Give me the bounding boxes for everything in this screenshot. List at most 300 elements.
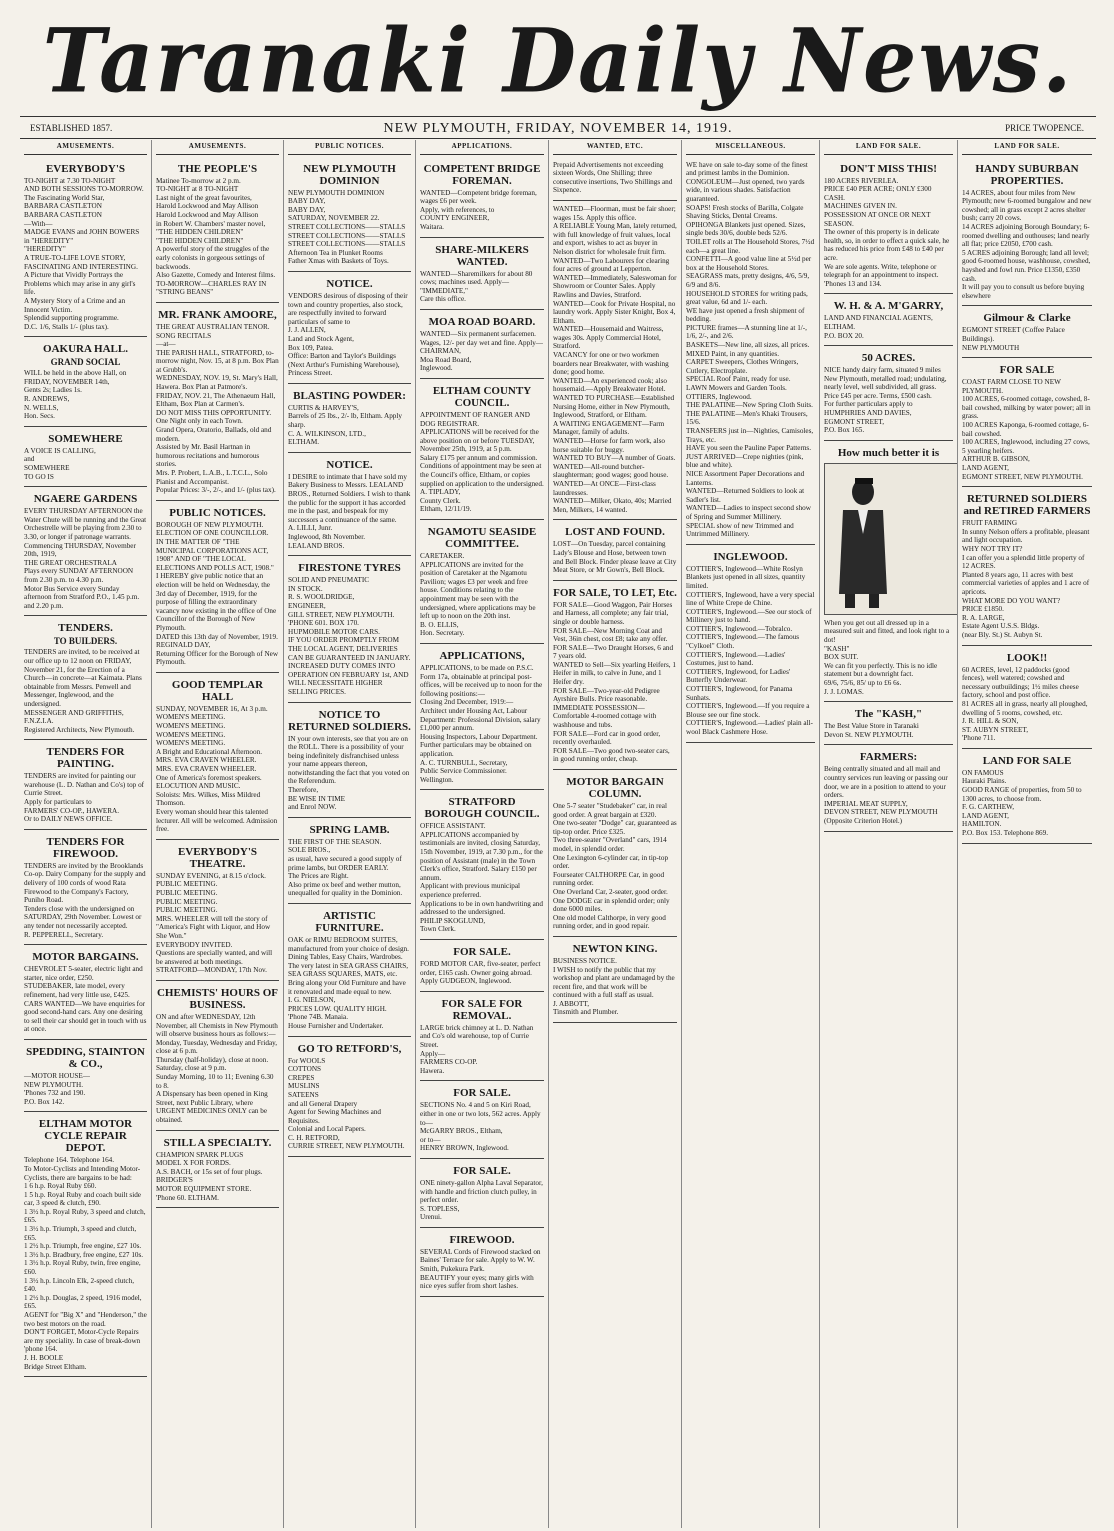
ad-text-line: APPLICATIONS accompanied by testimonials are invited, closing Saturday, 15th November, 1919, at 7.30 p.m., for the position of Assistant (male) in the Town Clerk's office, Stratford. Salary £150 per annum. [420, 830, 543, 882]
ad-heading: SPRING LAMB. [309, 823, 390, 836]
ad-text-line: HAMILTON. [962, 820, 1002, 829]
ad-text-line: Fourseater CALTHORPE Car, in good running order. [553, 870, 665, 888]
column-5 [549, 140, 682, 1528]
ad-text-line: F. G. CARTHEW, [962, 803, 1015, 812]
ad-text-line: Hawera. [420, 1066, 445, 1075]
ad-text-line: IN STOCK. [288, 584, 323, 593]
ad-text-line: CARPET Sweepers, Clothes Wringers, Cutlery, Electroplate. [686, 358, 799, 375]
ad-text-line: 1 3½ h.p. Lincoln Elk, 2-speed clutch, £40. [24, 1276, 134, 1294]
ad-text-line: 14 ACRES adjoining Borough Boundary; 6-roomed dwelling and outhouses; land nearly all flat; price £2050, £700 cash. [962, 222, 1090, 249]
advertisement [553, 520, 677, 580]
ad-text-line: MODEL X FOR FORDS. [156, 1159, 231, 1168]
ad-text-line: 'Phones 732 and 190. [24, 1089, 86, 1098]
ad-text-line: FRUIT FARMING [962, 519, 1018, 528]
ad-text-line: The very latest in SEA GRASS CHAIRS, SEA GRASS SQUARES, MATS, etc. [288, 961, 408, 979]
ad-text-line: POSSESSION AT ONCE OR NEXT SEASON. [824, 210, 931, 228]
ad-text-line: WANTED—Milker, Okato, 40s; Married Men, Milkers, 14 wanted. [553, 497, 672, 514]
ad-text-line: CONFETTI—A good value line at 5½d per box at the Household Stores. [686, 255, 812, 272]
ad-text-line: B. O. ELLIS, [420, 620, 459, 629]
ad-text-line: and Enrol NOW. [288, 803, 337, 812]
ad-text-line: CARS WANTED—We have enquiries for good second-hand cars. Any one desiring to sell their car should get in touch with us at once. [24, 999, 147, 1034]
ad-heading: FARMERS: [859, 751, 918, 764]
advertisement [24, 1040, 147, 1112]
advertisement [24, 157, 147, 338]
ad-text-line: 1 3½ h.p. Royal Ruby, 3 speed and clutch, £65. [24, 1207, 146, 1225]
ad-text-line: Telephone 164. Telephone 164. [24, 1156, 115, 1165]
ad-text-line: Barrels of 25 lbs., 2/- lb, Eltham. Apply sharp. [288, 412, 402, 430]
ad-text-line: CARETAKER. [420, 552, 465, 561]
ad-heading: LOOK!! [1006, 651, 1048, 664]
ad-text-line: TO GO IS [24, 472, 54, 481]
ad-text-line: COTTIER'S, Inglewood, for Ladies' Butterfly Underwear. [686, 667, 791, 685]
ad-text-line: Devon St. NEW PLYMOUTH. [824, 730, 914, 739]
ad-text-line: LAND AND FINANCIAL AGENTS, [824, 314, 933, 323]
ad-text-line: PHILIP SKOGLUND, [420, 916, 486, 925]
masthead-rule [20, 116, 1096, 117]
ad-text-line: 12 ACRES. [962, 562, 996, 571]
column-header: LAND FOR SALE. [962, 140, 1092, 155]
advertisement [288, 556, 411, 702]
ad-heading: FOR SALE. [453, 1087, 511, 1100]
ad-text-line: The Fascinating World Star, [24, 193, 105, 202]
ad-text-line: Housing Inspectors, Labour Department. [420, 732, 538, 741]
ad-text-line: One old model Calthorpe, in very good running order, and in good repair. [553, 913, 666, 931]
ad-text-line: MACHINES GIVEN IN. [824, 202, 897, 211]
ad-text-line: We can fit you perfectly. This is no idle statement but a downright fact. [824, 661, 938, 679]
ad-text-line: WANTED TO BUY—A number of Goats. [553, 454, 676, 463]
ad-text-line: FOR SALE—Two Draught Horses, 6 and 7 years old. [553, 643, 674, 661]
ad-text-line: Soloists: Mrs. Wilkes, Miss Mildred Thomson. [156, 790, 261, 808]
advertisement [288, 818, 411, 904]
ad-text-line: WANTED—Competent bridge foreman, wages £6 per week. [420, 188, 537, 206]
ad-text-line: —With— [24, 219, 53, 228]
ad-text-line: IN your own interests, see that you are on the ROLL. There is a possibility of your being indefinitely disfranchised unless your name appears thereon, notwithstanding the fact that you voted on the Referendum. [288, 734, 410, 786]
ad-text-line: COTTIER'S, Inglewood—White Roslyn Blankets just opened in all sizes, quantity limited. [686, 564, 806, 590]
ad-text-line: WANTED to Sell—Six yearling Heifers, 1 Heifer in milk, to calve in June, and 1 Heifer dry. [553, 660, 676, 687]
ad-text-line: EGMONT STREET (Coffee Palace Buildings). [962, 326, 1065, 343]
ad-text-line: SATURDAY, NOVEMBER 22. [288, 214, 380, 223]
column-header: PUBLIC NOTICES. [288, 140, 411, 155]
ad-heading: RETURNED SOLDIERS and RETIRED FARMERS [963, 493, 1091, 518]
ad-text-line: WANTED—Two Labourers for clearing four acres of ground at Lepperton. [553, 256, 670, 274]
ad-text-line: One Lexington 6-cylinder car, in tip-top order. [553, 853, 669, 871]
ad-heading: LOST AND FOUND. [565, 526, 665, 539]
ad-text-line: THE GREAT AUSTRALIAN TENOR. [156, 322, 270, 331]
ad-text-line: 1 3½ h.p. Bradbury, free engine, £27 10s. [24, 1250, 144, 1259]
ad-text-line: PRICE £40 PER ACRE; ONLY £300 CASH. [824, 185, 932, 202]
ad-text-line: One DODGE car in splendid order; only done 6000 miles. [553, 896, 670, 914]
ad-heading: CHEMISTS' HOURS OF BUSINESS. [156, 986, 279, 1011]
ad-text-line: COTTIER'S, Inglewood.—The famous "Cylkoel" Cloth. [686, 633, 800, 651]
ad-text-line: REGINALD DAY, [156, 641, 211, 650]
ad-text-line: MRS. EVA CRAVEN WHEELER. [156, 765, 257, 774]
ad-text-line: COTTIER'S, Inglewood.—If you require a Blouse see our fine stock. [686, 702, 810, 719]
ad-text-line: PUBLIC MEETING. [156, 880, 218, 889]
ad-text-line: as usual, have secured a good supply of prime lambs, but ORDER EARLY. [288, 855, 402, 872]
advertisement [962, 306, 1092, 358]
advertisement [824, 441, 953, 702]
ad-text-line: BOX SUIT. [824, 653, 859, 662]
ad-text-line: NEW PLYMOUTH [962, 343, 1020, 352]
ad-heading: DON'T MISS THIS! [840, 162, 937, 175]
ad-text-line: Tinsmith and Plumber. [553, 1008, 619, 1017]
advertisement [824, 702, 953, 745]
ad-text-line: The owner of this property is in delicate health, so, in order to effect a quick sale, he has reduced his price from £48 to £40 per acre. [824, 228, 950, 262]
advertisement [962, 646, 1092, 749]
ad-text-line: MADGE EVANS and JOHN BOWERS [24, 228, 140, 237]
ad-text-line: McGARRY BROS., Eltham, [420, 1127, 503, 1136]
ad-text-line: Father Xmas with Baskets of Toys. [288, 257, 389, 266]
ad-text-line: J. H. BOOLE [24, 1353, 64, 1362]
ad-text-line: CREPES [288, 1073, 315, 1082]
ad-text-line: For WOOLS [288, 1056, 326, 1065]
ad-text-line: LEALAND BROS. [288, 541, 345, 550]
ad-text-line: Agent for Sewing Machines and Requisites. [288, 1108, 382, 1125]
ad-text-line: R. S. WOOLDRIDGE, [288, 593, 355, 602]
ad-text-line: NEW PLYMOUTH. [24, 1080, 84, 1089]
advertisement [824, 157, 953, 295]
advertisement [553, 157, 677, 201]
ad-text-line: 1 2½ h.p. Triumph, free engine, £27 10s. [24, 1242, 142, 1251]
ad-heading: 50 ACRES. [861, 352, 916, 365]
ad-text-line: APPLICATIONS, to be made on P.S.C. Form 17a, obtainable at principal post-offices, will be received up to noon for the following positions:— [420, 663, 543, 698]
column-header: AMUSEMENTS. [24, 140, 147, 155]
ad-text-line: CHAIRMAN, [420, 347, 461, 356]
ad-text-line: PUBLIC MEETING. [156, 906, 218, 915]
ad-heading: ELTHAM MOTOR CYCLE REPAIR DEPOT. [38, 1118, 133, 1155]
ad-text-line: CURTIS & HARVEY'S, [288, 403, 359, 412]
ad-text-line: COTTIER'S, Inglewood.—Ladies' plain all-wool Black Cashmere Hose. [686, 719, 813, 736]
ad-heading: EVERYBODY'S [45, 162, 126, 175]
ad-text-line: SEAGRASS mats, pretty designs, 4/6, 5/9, 6/9 and 8/6. [686, 272, 810, 289]
ad-text-line: P.O. Box 153. Telephone 869. [962, 829, 1049, 838]
ad-text-line: Bring along your Old Furniture and have it renovated and made equal to new. [288, 978, 406, 996]
ad-text-line: NEW PLYMOUTH DOMINION [288, 188, 385, 197]
ad-heading: STRATFORD BOROUGH COUNCIL. [424, 796, 540, 821]
ad-text-line: Salary £175 per annum and commission. [420, 453, 538, 462]
advertisement [420, 1081, 544, 1159]
ad-text-line: Inglewood. [420, 364, 453, 373]
ad-text-line: HAVE you seen the Pauline Paper Patterns. [686, 444, 812, 453]
ad-text-line: STRATFORD—MONDAY, 17th Nov. [156, 966, 267, 975]
column-8 [958, 140, 1096, 1528]
ad-text-line: 'Phone 711. [962, 734, 996, 743]
advertisement [288, 703, 411, 818]
ad-text-line: In sunny Nelson offers a profitable, pleasant and light occupation. [962, 527, 1090, 545]
ad-heading: SPEDDING, STAINTON & CO., [26, 1045, 145, 1070]
ad-text-line: APPOINTMENT OF RANGER AND DOG REGISTRAR. [420, 410, 530, 428]
ad-text-line: MOTOR EQUIPMENT STORE. [156, 1185, 252, 1193]
ad-heading: NGAERE GARDENS [33, 493, 138, 506]
advertisement [824, 745, 953, 831]
ad-text-line: Harold Lockwood and May Allison [156, 210, 259, 219]
advertisement [686, 157, 815, 545]
ad-text-line: STREET COLLECTIONS——STALLS [288, 240, 406, 249]
advertisement [962, 358, 1092, 487]
advertisement [824, 294, 953, 346]
ad-text-line: LOST—On Tuesday, parcel containing Lady's Blouse and Hose, between town and Bell Block. Finder please leave at City Meat Store, or Mr Gown's, Bell Block. [553, 540, 677, 575]
established-text: ESTABLISHED 1857. [30, 123, 113, 133]
ad-text-line: I. G. NIELSON, [288, 996, 336, 1005]
ad-text-line: The Prices are Right. [288, 872, 349, 881]
ad-text-line: D.C. 1/6, Stalls 1/- (plus tax). [24, 322, 109, 331]
column-6 [682, 140, 820, 1528]
ad-text-line: A powerful story of the struggles of the early colonists in gorgeous settings of backwoods. [156, 245, 270, 271]
ad-text-line: DEVON STREET, NEW PLYMOUTH [824, 808, 938, 817]
advertisement [288, 157, 411, 272]
ad-text-line: Monday, Tuesday, Wednesday and Friday, close at 6 p.m. [156, 1038, 278, 1056]
ad-text-line: Eltham, 12/11/19. [420, 505, 472, 514]
ad-text-line: TENDERS are invited by the Brooklands Co-op. Dairy Company for the supply and delivery of 100 cords of wood Rata Firewood to the Company's Factory, Puniho Road. [24, 861, 146, 905]
ad-text-line: LAWN Mowers and Garden Tools. [686, 384, 787, 393]
ad-heading: MOTOR BARGAIN COLUMN. [566, 776, 664, 800]
ad-heading: BLASTING POWDER: [293, 389, 406, 402]
advertisement [553, 201, 677, 520]
ad-text-line: Motor Bus Service every Sunday afternoon from Stratford P.O., 1.45 p.m. and 2.20 p.m. [24, 584, 140, 610]
ad-text-line: C. H. RETFORD, [288, 1133, 340, 1142]
ad-heading: APPLICATIONS, [439, 649, 525, 662]
ad-heading: STILL A SPECIALTY. [163, 1136, 272, 1149]
ad-heading: NOTICE TO RETURNED SOLDIERS. [288, 708, 411, 733]
ad-text-line: PUBLIC MEETING. [156, 897, 218, 906]
column-header: APPLICATIONS. [420, 140, 544, 155]
column-1 [20, 140, 152, 1528]
ad-text-line: Apply— [420, 1049, 446, 1058]
advertisement [24, 427, 147, 487]
advertisement [156, 303, 279, 501]
columns-area [20, 140, 1096, 1528]
ad-text-line: FOR SALE—Good Waggon, Pair Horses and Harness, all complete; any fair trial, single or double harness. [553, 600, 673, 626]
ad-text-line: SPECIAL show of new Trimmed and Untrimmed Millinery. [686, 521, 794, 539]
ad-text-line: WANTED—An experienced cook; also housemaid.—Apply Breakwater Hotel. [553, 376, 667, 394]
ad-text-line: Saturday, close at 9 p.m. [156, 1064, 227, 1073]
ad-text-line: Applications to be in own handwriting and addressed to the undersigned. [420, 899, 543, 917]
ad-text-line: A. LILLI, Junr. [288, 524, 333, 533]
ad-text-line: Public Service Commissioner. [420, 767, 507, 776]
ad-text-line: 100 ACRES, Inglewood, including 27 cows, 5 yearling heifers. [962, 438, 1090, 455]
ad-heading: MOA ROAD BOARD. [428, 315, 536, 328]
ad-text-line: Bridge Street Eltham. [24, 1362, 87, 1371]
ad-text-line: ON and after WEDNESDAY, 12th November, all Chemists in New Plymouth will observe business hours as follows:— [156, 1012, 278, 1039]
column-4 [416, 140, 549, 1528]
ad-text-line: JUST ARRIVED—Crepe nighties (pink, blue and white). [686, 452, 804, 470]
ad-text-line: SUNDAY EVENING, at 8.15 o'clock. [156, 871, 266, 880]
ad-text-line: WANTED—Immediately, Saleswoman for Showroom or Counter Sales. Apply Rawlins and Davies, Stratford. [553, 273, 677, 299]
ad-text-line: 'Phone 74B. Manaia. [288, 1013, 348, 1022]
ad-text-line: CONGOLEUM—Just opened, two yards wide, in various shades. Satisfaction guaranteed. [686, 177, 805, 203]
ad-text-line: SONG RECITALS [156, 331, 212, 340]
ad-heading: FOR SALE, TO LET, Etc. [553, 586, 677, 599]
ad-text-line: 60 ACRES, level, 12 paddocks (good fences), well watered; cowshed and necessary outbuildings; 1½ miles cheese factory, school and post office. [962, 665, 1079, 700]
advertisement [288, 453, 411, 556]
ad-text-line: WILL be held in the above Hall, on FRIDAY, NOVEMBER 14th, [24, 369, 127, 386]
ad-text-line: HENRY BROWN, Inglewood. [420, 1144, 509, 1153]
ad-text-line: Urenui. [420, 1213, 442, 1222]
ad-heading: GO TO RETFORD'S, [297, 1042, 402, 1055]
ad-heading: FOR SALE. [453, 946, 511, 958]
ad-text-line: DATED this 13th day of November, 1919. [156, 632, 278, 641]
ad-text-line: or to— [420, 1135, 441, 1144]
ad-text-line: ENGINEER, [288, 601, 326, 610]
ad-text-line: PRICE £1850. [962, 605, 1004, 614]
ad-text-line: LARGE brick chimney at L. D. Nathan and Co's old warehouse, top of Currie Street. [420, 1023, 534, 1049]
ad-text-line: N. WELLS, [24, 403, 59, 412]
advertisement [24, 830, 147, 945]
ad-text-line: WANTED—Returned Soldiers to look at Sadler's list. [686, 487, 805, 504]
ad-text-line: MRS. WHEELER will tell the story of "America's Fight with Liquor, and How She Won." [156, 914, 271, 940]
ad-text-line: STREET COLLECTIONS——STALLS [288, 231, 406, 240]
ad-text-line: A. C. TURNBULL, Secretary, [420, 758, 508, 767]
ad-text-line: VACANCY for one or two workmen boarders near Breakwater, with washing done; good home. [553, 351, 669, 377]
ad-text-line: WOMEN'S MEETING. [156, 722, 226, 731]
ad-text-line: WEDNESDAY, NOV. 19, St. Mary's Hall, Hawera. Box Plan at Patmore's. [156, 374, 278, 392]
masthead [20, 8, 1096, 114]
ad-heading: TENDERS FOR FIREWOOD. [46, 835, 125, 860]
ad-text-line: WOMEN'S MEETING. [156, 739, 226, 748]
ad-text-line: Registered Architects, New Plymouth. [24, 725, 135, 734]
ad-text-line: LAND AGENT, [962, 811, 1009, 820]
ad-text-line: J. J. LOMAS. [824, 687, 864, 696]
ad-text-line: Moa Road Board, [420, 355, 472, 364]
ad-heading: PUBLIC NOTICES. [169, 506, 266, 519]
ad-text-line: IF YOU ORDER PROMPTLY FROM THE LOCAL AGENT, DELIVERIES CAN BE GUARANTEED IN JANUARY. INCREASED DUTY COMES INTO OPERATION ON FEBRUARY 1st, AND WILL NECESSITATE HIGHER SELLING PRICES. [288, 636, 411, 696]
ad-text-line: Office: Barton and Taylor's Buildings (Next Arthur's Furnishing Warehouse), Princess Street. [288, 352, 400, 378]
ad-text-line: SUNDAY, NOVEMBER 16, At 3 p.m. [156, 704, 268, 713]
ad-text-line: Prepaid Advertisements not exceeding sixteen Words, One Shilling; three consecutive insertions, Two Shillings and Sixpence. [553, 160, 673, 195]
ad-text-line: SOAPS! Fresh stocks of Barilla, Colgate Shaving Sticks, Dental Creams. [686, 203, 804, 221]
ad-text-line: Colonial and Local Papers. [288, 1125, 366, 1134]
ad-text-line: I DESIRE to intimate that I have sold my Bakery Business to Messrs. LEALAND BROS., Returned Soldiers. I wish to thank the public for the support it has accorded me in the past, and bespeak for my successors a continuance of the same. [288, 472, 411, 524]
ad-text-line: 100 ACRES, 6-roomed cottage, cowshed, 8-bail cowshed, milking by water power; all in grass. [962, 395, 1091, 421]
ad-text-line: Sunday Morning, 10 to 11; Evening 6.30 to 8. [156, 1073, 274, 1090]
ad-text-line: Architect under Housing Act, Labour Department: Professional Division, salary £1,000 per annum. [420, 706, 541, 733]
ad-text-line: "IMMEDIATE," [420, 286, 468, 295]
ad-text-line: SEVERAL Cords of Firewood stacked on Baines' Terrace for sale. Apply to W. W. Smith, Pukekura Park. [420, 1247, 541, 1274]
ad-text-line: 100 ACRES Kaponga, 6-roomed cottage, 6-bail cowshed. [962, 421, 1089, 438]
ad-text-line: SATEENS [288, 1090, 319, 1099]
ad-text-line: TRANSFERS just in—Nighties, Camisoles, Trays, etc. [686, 427, 814, 444]
ad-text-line: OFFICE ASSISTANT. [420, 822, 486, 831]
ad-text-line: Hon. Secretary. [420, 629, 465, 638]
ad-text-line: BRIDGER'S [156, 1176, 193, 1185]
ad-text-line: PICTURE frames—A stunning line at 1/-, 1/6, 2/-, and 2/6. [686, 323, 807, 341]
ad-heading: LAND FOR SALE [982, 754, 1072, 767]
ad-text-line: TENDERS are invited for painting our warehouse (L. D. Nathan and Co's) top of Currie Street. [24, 772, 145, 798]
advertisement [824, 346, 953, 441]
ad-text-line: ELTHAM. [824, 322, 856, 331]
ad-text-line: Estate Agent U.S.S. Bldgs. [962, 622, 1040, 631]
ad-text-line: BEAUTIFY your eyes; many girls with nice eyes suffer from short lashes. [420, 1273, 534, 1291]
advertisement [288, 384, 411, 453]
ad-text-line: Further particulars may be obtained on application. [420, 741, 532, 758]
ad-text-line: IMPERIAL MEAT SUPPLY, [824, 799, 908, 808]
ad-text-line: R. A. LARGE, [962, 613, 1005, 622]
ad-text-line: ELTHAM. [288, 438, 320, 447]
ad-heading: NEW PLYMOUTH DOMINION [303, 162, 396, 187]
ad-text-line: S. TOPLESS, [420, 1204, 460, 1213]
ad-text-line: BUSINESS NOTICE. [553, 956, 617, 965]
ad-text-line: J. R. HILL & SON, [962, 717, 1019, 726]
ad-heading: THE PEOPLE'S [177, 162, 258, 175]
ad-text-line: A Dispensary has been opened in King Street, next Public Library, where URGENT MEDICINES ONLY can be obtained. [156, 1090, 268, 1125]
ad-heading: SOMEWHERE [48, 432, 123, 445]
ad-text-line: SPECIAL Roof Paint, ready for use. [686, 375, 791, 384]
ad-text-line: Mrs. P. Probert, L.A.B., L.T.C.L., Solo Pianist and Accompanist. [156, 469, 268, 486]
ad-heading: MR. FRANK AMOORE, [158, 308, 277, 321]
ad-text-line: 180 ACRES RIVERLEA. [824, 176, 899, 185]
ad-text-line: 'PHONE 601. BOX 170. [288, 619, 359, 628]
advertisement [24, 487, 147, 616]
ad-text-line: CHAMPION SPARK PLUGS [156, 1150, 244, 1159]
advertisement [288, 1037, 411, 1158]
ad-text-line: CURRIE STREET, NEW PLYMOUTH. [288, 1142, 405, 1151]
column-header: MISCELLANEOUS. [686, 140, 815, 155]
ad-text-line: Land and Stock Agent, [288, 334, 354, 343]
ad-text-line: I HEREBY give public notice that an election will be held on Wednesday, the 3rd day of December, 1919, for the purpose of filling the extraordinary vacancy now existing in the office of One Councillor of the Borough of New Plymouth. [156, 572, 277, 632]
ad-heading: NOTICE. [326, 458, 373, 471]
ad-heading: W. H. & A. M'GARRY, [833, 300, 944, 313]
advertisement [962, 157, 1092, 307]
ad-text-line: COTTIER'S, Inglewood.—Tobralco. [686, 624, 793, 633]
ad-text-line: VENDORS desirous of disposing of their town and country properties, also stock, are respectfully invited to forward particulars of same to [288, 291, 408, 326]
advertisement [24, 740, 147, 830]
ad-text-line: TO-NIGHT at 7.30 TO-NIGHT [24, 176, 116, 185]
ad-text-line: IMMEDIATE POSSESSION—Comfortable 4-roomed cottage with washhouse and tubs. [553, 703, 657, 730]
ad-text-line: TENDERS are invited, to be received at our office up to 12 noon on FRIDAY, November 21, for the Erection of a Church—in concrete—at Kaimata. Plans obtainable from Messrs. Penwell and Messenger, Inglewood, and the undersigned. [24, 648, 142, 708]
ad-text-line: FORD MOTOR CAR, five-seater, perfect order, £165 cash. Owner going abroad. Apply GUDGEON, Inglewood. [420, 960, 541, 986]
ad-text-line: 1 3½ h.p. Royal Ruby, twin, free engine, £60. [24, 1259, 141, 1277]
advertisement [156, 981, 279, 1131]
ad-text-line: NICE Assortment Paper Decorations and Lanterns. [686, 469, 805, 487]
ad-text-line: Afternoon Tea in Plunket Rooms [288, 248, 383, 257]
ad-text-line: AND BOTH SESSIONS TO-MORROW. [24, 185, 144, 194]
ad-text-line: BARBARA CASTLETON [24, 202, 102, 211]
ad-text-line: Hon. Secs. [24, 412, 55, 421]
ad-text-line: COTTIER'S, Inglewood.—Ladies' Costumes, just to hand. [686, 650, 786, 668]
ad-text-line: A.S. BACH, or 15s set of four plugs. [156, 1167, 263, 1176]
ad-text-line: FOR SALE—Two good two-seater cars, in good running order, cheap. [553, 746, 670, 764]
ad-text-line: R. PEPPERELL, Secretary. [24, 930, 104, 939]
advertisement [288, 272, 411, 384]
ad-text-line: A RELIABLE Young Man, lately returned, with full knowledge of fruit values, local and export, wishes to act as buyer in Nelson district for wholesale fruit firm. [553, 222, 677, 256]
ad-text-line: WANTED—Floorman, must be fair shoer; wages 15s. Apply this office. [553, 204, 676, 222]
ad-heading: NEWTON KING. [572, 942, 658, 955]
ad-text-line: C. A. WILKINSON, LTD., [288, 429, 366, 438]
ad-text-line: Matinee To-morrow at 2 p.m. [156, 176, 241, 185]
ad-text-line: FOR SALE—Ford car in good order, recently overhauled. [553, 729, 661, 747]
ad-text-line: WANTED—Cook for Private Hospital, no laundry work. Apply Sister Knight, Box 4, Eltham. [553, 299, 676, 325]
ad-text-line: P.O. Box 142. [24, 1097, 65, 1106]
ad-text-line: Also Gazette, Comedy and Interest films. [156, 271, 276, 280]
ad-text-line: HUMPHRIES AND DAVIES, [824, 409, 912, 418]
ad-text-line: Conditions of appointment may be seen at the Council's office, Eltham, or copies supplied on application to the undersigned. [420, 462, 544, 488]
ad-text-line: Hauraki Plains. [962, 777, 1007, 786]
ad-text-line: EGMONT STREET, [824, 417, 885, 426]
ad-text-line: 5 ACRES adjoining Borough; land all level; good 6-roomed house, washhouse, cowshed, hayshed and fowl run. Price £1350, £350 cash. [962, 248, 1091, 283]
ad-text-line: CHEVROLET 5-seater, electric light and starter, nice order, £250. [24, 965, 143, 982]
ad-text-line: A Bright and Educational Afternoon. [156, 747, 262, 756]
ad-text-line: Grand Opera, Oratorio, Ballads, old and modern. [156, 426, 272, 443]
ad-text-line: Wellington. [420, 775, 454, 784]
ad-text-line: 81 ACRES all in grass, nearly all ploughed, dwelling of 5 rooms, cowshed, etc. [962, 699, 1088, 717]
ad-subheading: TO BUILDERS. [53, 636, 118, 647]
ad-text-line: OPIHONGA Blankets just opened. Sizes, single beds 30/6, double beds 52/6. [686, 220, 806, 238]
ad-text-line: WOMEN'S MEETING. [156, 730, 226, 739]
ad-text-line: One two-seater "Dodge" car, guaranteed as tip-top order. Price £325. [553, 819, 677, 836]
advertisement [420, 1228, 544, 1297]
ad-text-line: OAK or RIMU BEDROOM SUITES, manufactured from your choice of design. Dining Tables, Easy Chairs, Wardrobes. [288, 936, 409, 962]
ad-heading: EVERYBODY'S THEATRE. [177, 845, 258, 870]
